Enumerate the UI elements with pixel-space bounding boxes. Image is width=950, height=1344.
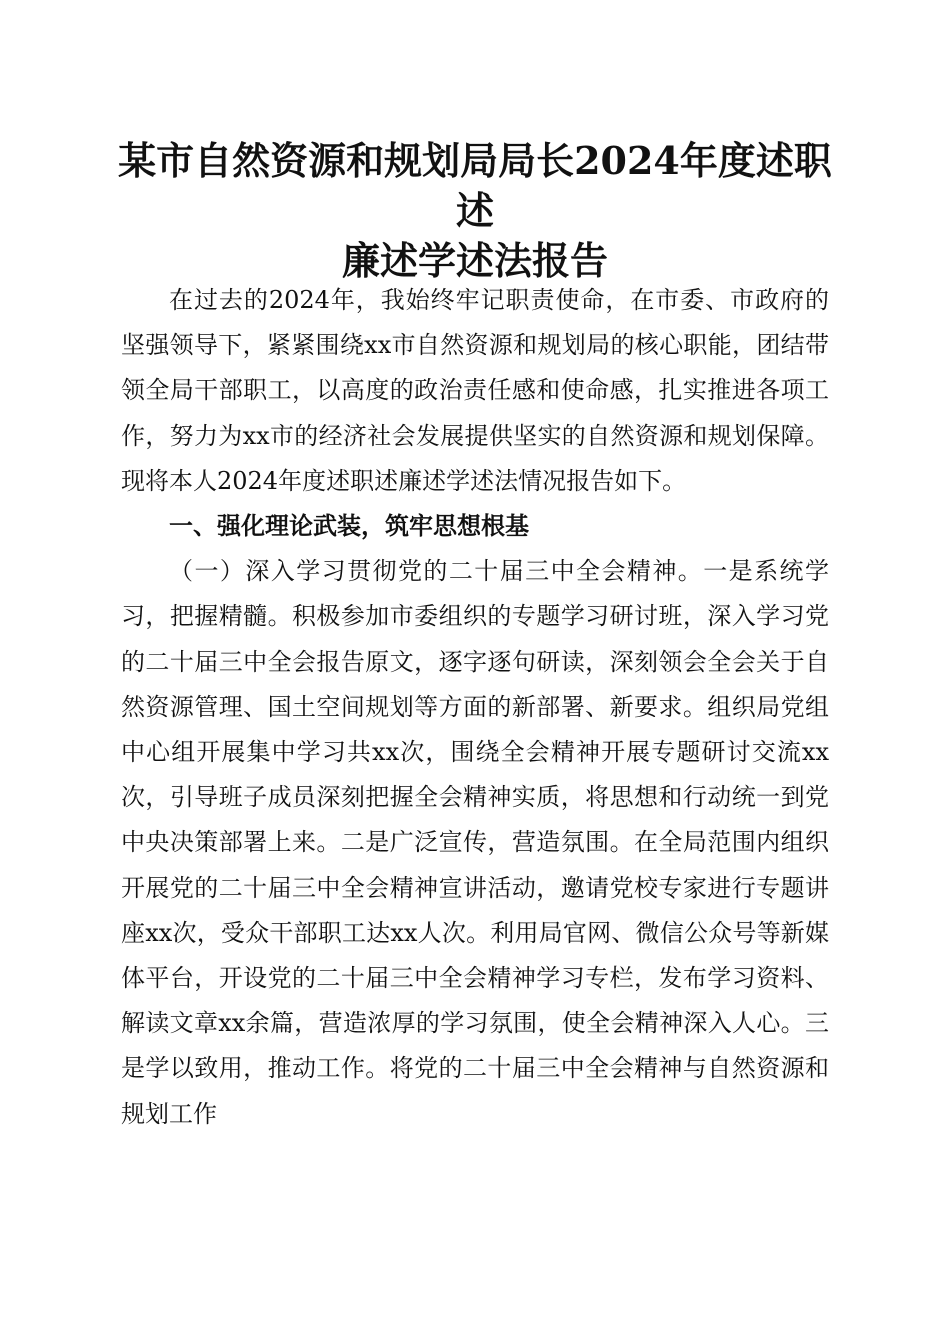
section-1-paragraph: （一）深入学习贯彻党的二十届三中全会精神。一是系统学习，把握精髓。积极参加市委组织的专题学习研讨班，深入学习党的二十届三中全会报告原文，逐字逐句研读，深刻领会全会关于自然资源管理、国土空间规划等方面的新部署、新要求。组织局党组中心组开展集中学习共xx次，围绕全会精神开展专题研讨交流xx次，引导班子成员深刻把握全会精神实质，将思想和行动统一到党中央决策部署上来。二是广泛宣传，营造氛围。在全局范围内组织开展党的二十届三中全会精神宣讲活动，邀请党校专家进行专题讲座xx次，受众干部职工达xx人次。利用局官网、微信公众号等新媒体平台，开设党的二十届三中全会精神学习专栏，发布学习资料、解读文章xx余篇，营造浓厚的学习氛围，使全会精神深入人心。三是学以致用，推动工作。将党的二十届三中全会精神与自然资源和规划工作 <box>121 557 829 1128</box>
intro-paragraph: 在过去的2024年，我始终牢记职责使命，在市委、市政府的坚强领导下，紧紧围绕xx市自然资源和规划局的核心职能，团结带领全局干部职工，以高度的政治责任感和使命感，扎实推进各项工作，努力为xx市的经济社会发展提供坚实的自然资源和规划保障。现将本人2024年度述职述廉述学述法情况报告如下。 <box>121 286 829 495</box>
section-heading-1: 一、强化理论武装，筑牢思想根基 <box>169 512 529 541</box>
document-body <box>121 278 829 1137</box>
title-line-2: 廉述学述法报告 <box>341 238 608 283</box>
title-line-1: 某市自然资源和规划局局长2024年度述职述 <box>118 138 832 233</box>
document-title <box>100 136 850 286</box>
